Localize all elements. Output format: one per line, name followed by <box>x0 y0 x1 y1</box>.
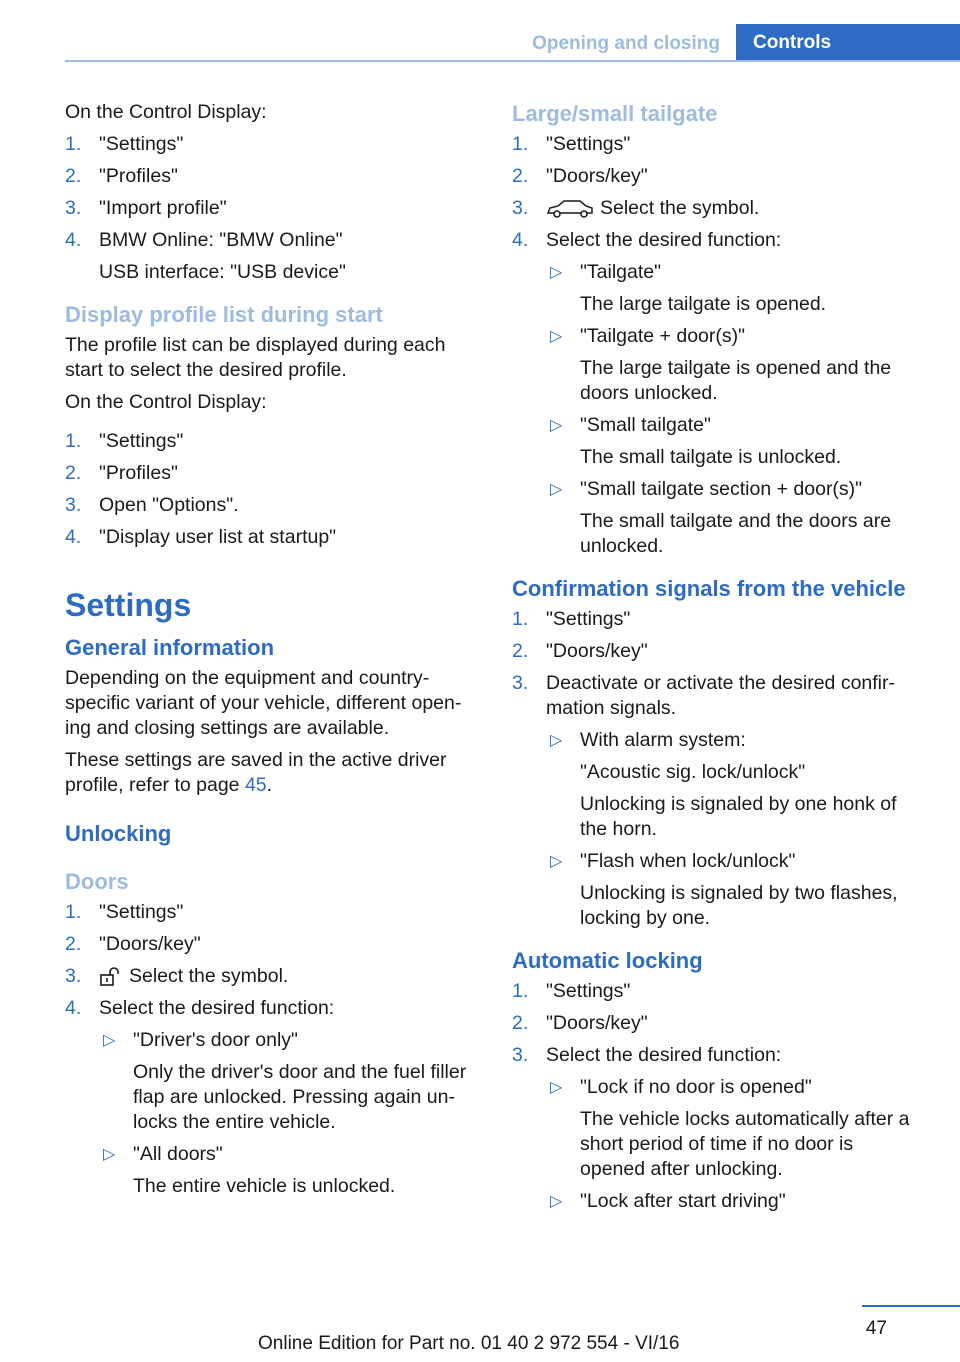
list-item <box>512 639 922 664</box>
step-number: 1. <box>65 430 82 452</box>
step-number: 1. <box>512 133 529 155</box>
option-description: The small tailgate and the doors are unlocked. <box>580 510 892 557</box>
option-label: "Small tailgate section + door(s)" <box>580 478 863 500</box>
display-profile-text: The profile list can be displayed during each start to select the desired profile. <box>65 334 446 381</box>
step-number: 2. <box>65 933 82 955</box>
bullet-icon: ▷ <box>550 853 563 870</box>
option-label: "Tailgate + door(s)" <box>580 325 746 347</box>
option-item <box>546 1189 922 1214</box>
step-text: Select the symbol. <box>129 965 289 987</box>
step-subtext: USB interface: "USB device" <box>99 261 346 283</box>
tailgate-steps <box>512 132 922 559</box>
page-reference-link[interactable]: 45 <box>244 774 267 796</box>
step-text: Select the desired function: <box>546 229 782 251</box>
confirmation-heading: Confirmation signals from the vehicle <box>512 576 906 601</box>
list-item <box>65 932 475 957</box>
list-item <box>65 196 475 221</box>
tailgate-options <box>546 260 922 559</box>
step-text: "Settings" <box>546 980 631 1002</box>
step-text: "Doors/key" <box>546 1012 648 1034</box>
right-column <box>512 100 922 1221</box>
list-item <box>65 429 475 454</box>
option-item <box>546 728 922 842</box>
page-number: 47 <box>865 1318 887 1339</box>
list-item <box>65 900 475 925</box>
saved-settings-body: These settings are saved in the active driver profile, refer to page <box>65 749 447 796</box>
bullet-icon: ▷ <box>550 417 563 434</box>
option-description: Unlocking is signaled by one honk of the horn. <box>580 793 897 840</box>
list-item <box>512 228 922 559</box>
step-text: "Doors/key" <box>99 933 201 955</box>
bullet-icon: ▷ <box>103 1032 116 1049</box>
confirmation-steps <box>512 607 922 931</box>
bullet-icon: ▷ <box>550 1079 563 1096</box>
general-info-heading: General information <box>65 635 275 660</box>
step-number: 2. <box>65 462 82 484</box>
option-label: "Small tailgate" <box>580 414 711 436</box>
step-text: Open "Options". <box>99 494 239 516</box>
settings-heading: Settings <box>65 587 192 623</box>
option-label: "Tailgate" <box>580 261 662 283</box>
unlock-icon <box>99 967 123 987</box>
bullet-icon: ▷ <box>550 732 563 749</box>
list-item <box>65 132 475 157</box>
step-number: 3. <box>512 197 529 219</box>
bullet-icon: ▷ <box>550 1193 563 1210</box>
step-number: 3. <box>65 197 82 219</box>
list-item <box>512 164 922 189</box>
list-item <box>65 996 475 1199</box>
step-text: Select the symbol. <box>600 197 760 219</box>
option-setting: "Acoustic sig. lock/unlock" <box>580 761 806 783</box>
step-number: 1. <box>65 133 82 155</box>
step-text: "Doors/key" <box>546 640 648 662</box>
option-description: The vehicle locks automatically after a short period of time if no door is opened after unlocking. <box>580 1108 910 1180</box>
option-item <box>546 324 922 406</box>
step-text: "Display user list at startup" <box>99 526 337 548</box>
option-label: "Lock after start driving" <box>580 1190 786 1212</box>
step-number: 1. <box>512 980 529 1002</box>
step-number: 4. <box>65 526 82 548</box>
step-text: Select the desired function: <box>99 997 335 1019</box>
option-label: "All doors" <box>133 1143 223 1165</box>
option-item <box>546 477 922 559</box>
step-number: 3. <box>65 494 82 516</box>
list-item <box>512 196 922 221</box>
step-text: "Settings" <box>99 430 184 452</box>
saved-settings-end: . <box>266 774 273 796</box>
step-text: "Profiles" <box>99 165 178 187</box>
step-number: 3. <box>512 1044 529 1066</box>
list-item <box>65 525 475 550</box>
list-item <box>512 671 922 931</box>
intro-text: On the Control Display: <box>65 101 267 123</box>
doors-heading: Doors <box>65 869 129 894</box>
display-profile-steps <box>65 429 475 550</box>
option-item <box>99 1028 475 1135</box>
car-tailgate-icon <box>546 199 594 219</box>
step-number: 1. <box>65 901 82 923</box>
step-text: "Doors/key" <box>546 165 648 187</box>
display-profile-heading: Display profile list during start <box>65 302 383 327</box>
step-text: "Settings" <box>99 133 184 155</box>
bullet-icon: ▷ <box>550 328 563 345</box>
option-description: The small tailgate is unlocked. <box>580 446 842 468</box>
step-text: "Settings" <box>546 133 631 155</box>
general-info-text: Depending on the equipment and country-specific variant of your vehicle, different open-ing and closing settings are available. <box>65 667 462 739</box>
list-item <box>65 228 475 285</box>
list-item <box>512 1043 922 1214</box>
doors-steps <box>65 900 475 1199</box>
step-number: 2. <box>65 165 82 187</box>
left-column <box>65 100 475 1206</box>
option-label: With alarm system: <box>580 729 746 751</box>
option-item <box>546 1075 922 1182</box>
option-description: Only the driver's door and the fuel filler flap are unlocked. Pressing again un-locks the entire vehicle. <box>133 1061 467 1133</box>
option-item <box>546 413 922 470</box>
list-item <box>65 461 475 486</box>
option-description: The entire vehicle is unlocked. <box>133 1175 396 1197</box>
option-label: "Lock if no door is opened" <box>580 1076 812 1098</box>
list-item <box>512 132 922 157</box>
step-text: "Settings" <box>546 608 631 630</box>
step-text: "Settings" <box>99 901 184 923</box>
import-profile-steps <box>65 132 475 285</box>
list-item <box>65 164 475 189</box>
option-label: "Flash when lock/unlock" <box>580 850 796 872</box>
footer-edition: Online Edition for Part no. 01 40 2 972 554 - VI/16 <box>258 1333 680 1354</box>
auto-locking-heading: Automatic locking <box>512 948 703 973</box>
bullet-icon: ▷ <box>550 264 563 281</box>
step-number: 2. <box>512 1012 529 1034</box>
option-item <box>99 1142 475 1199</box>
display-profile-intro: On the Control Display: <box>65 391 267 413</box>
doors-options <box>99 1028 475 1199</box>
step-number: 3. <box>512 672 529 694</box>
step-text: Select the desired function: <box>546 1044 782 1066</box>
step-number: 1. <box>512 608 529 630</box>
confirmation-options <box>546 728 922 931</box>
option-label: "Driver's door only" <box>133 1029 298 1051</box>
auto-locking-options <box>546 1075 922 1214</box>
step-number: 3. <box>65 965 82 987</box>
header-section-title: Opening and closing <box>532 33 720 54</box>
step-number: 4. <box>512 229 529 251</box>
auto-locking-steps <box>512 979 922 1214</box>
step-number: 4. <box>65 997 82 1019</box>
step-number: 2. <box>512 640 529 662</box>
tailgate-heading: Large/small tailgate <box>512 101 718 126</box>
list-item <box>512 979 922 1004</box>
step-number: 2. <box>512 165 529 187</box>
option-item <box>546 260 922 317</box>
option-item <box>546 849 922 931</box>
step-number: 4. <box>65 229 82 251</box>
unlocking-heading: Unlocking <box>65 821 172 846</box>
header-chapter-tab: Controls <box>736 24 960 62</box>
list-item <box>65 964 475 989</box>
option-description: Unlocking is signaled by two flashes, locking by one. <box>580 882 898 929</box>
bullet-icon: ▷ <box>550 481 563 498</box>
footer-rule <box>862 1305 960 1307</box>
list-item <box>512 1011 922 1036</box>
option-description: The large tailgate is opened. <box>580 293 827 315</box>
saved-settings-text <box>65 748 475 798</box>
step-text: BMW Online: "BMW Online" <box>99 229 343 251</box>
list-item <box>65 493 475 518</box>
step-text: "Import profile" <box>99 197 227 219</box>
bullet-icon: ▷ <box>103 1146 116 1163</box>
step-text: "Profiles" <box>99 462 178 484</box>
step-text: Deactivate or activate the desired confir-mation signals. <box>546 672 896 719</box>
header-rule <box>65 60 960 62</box>
list-item <box>512 607 922 632</box>
option-description: The large tailgate is opened and the doors unlocked. <box>580 357 892 404</box>
